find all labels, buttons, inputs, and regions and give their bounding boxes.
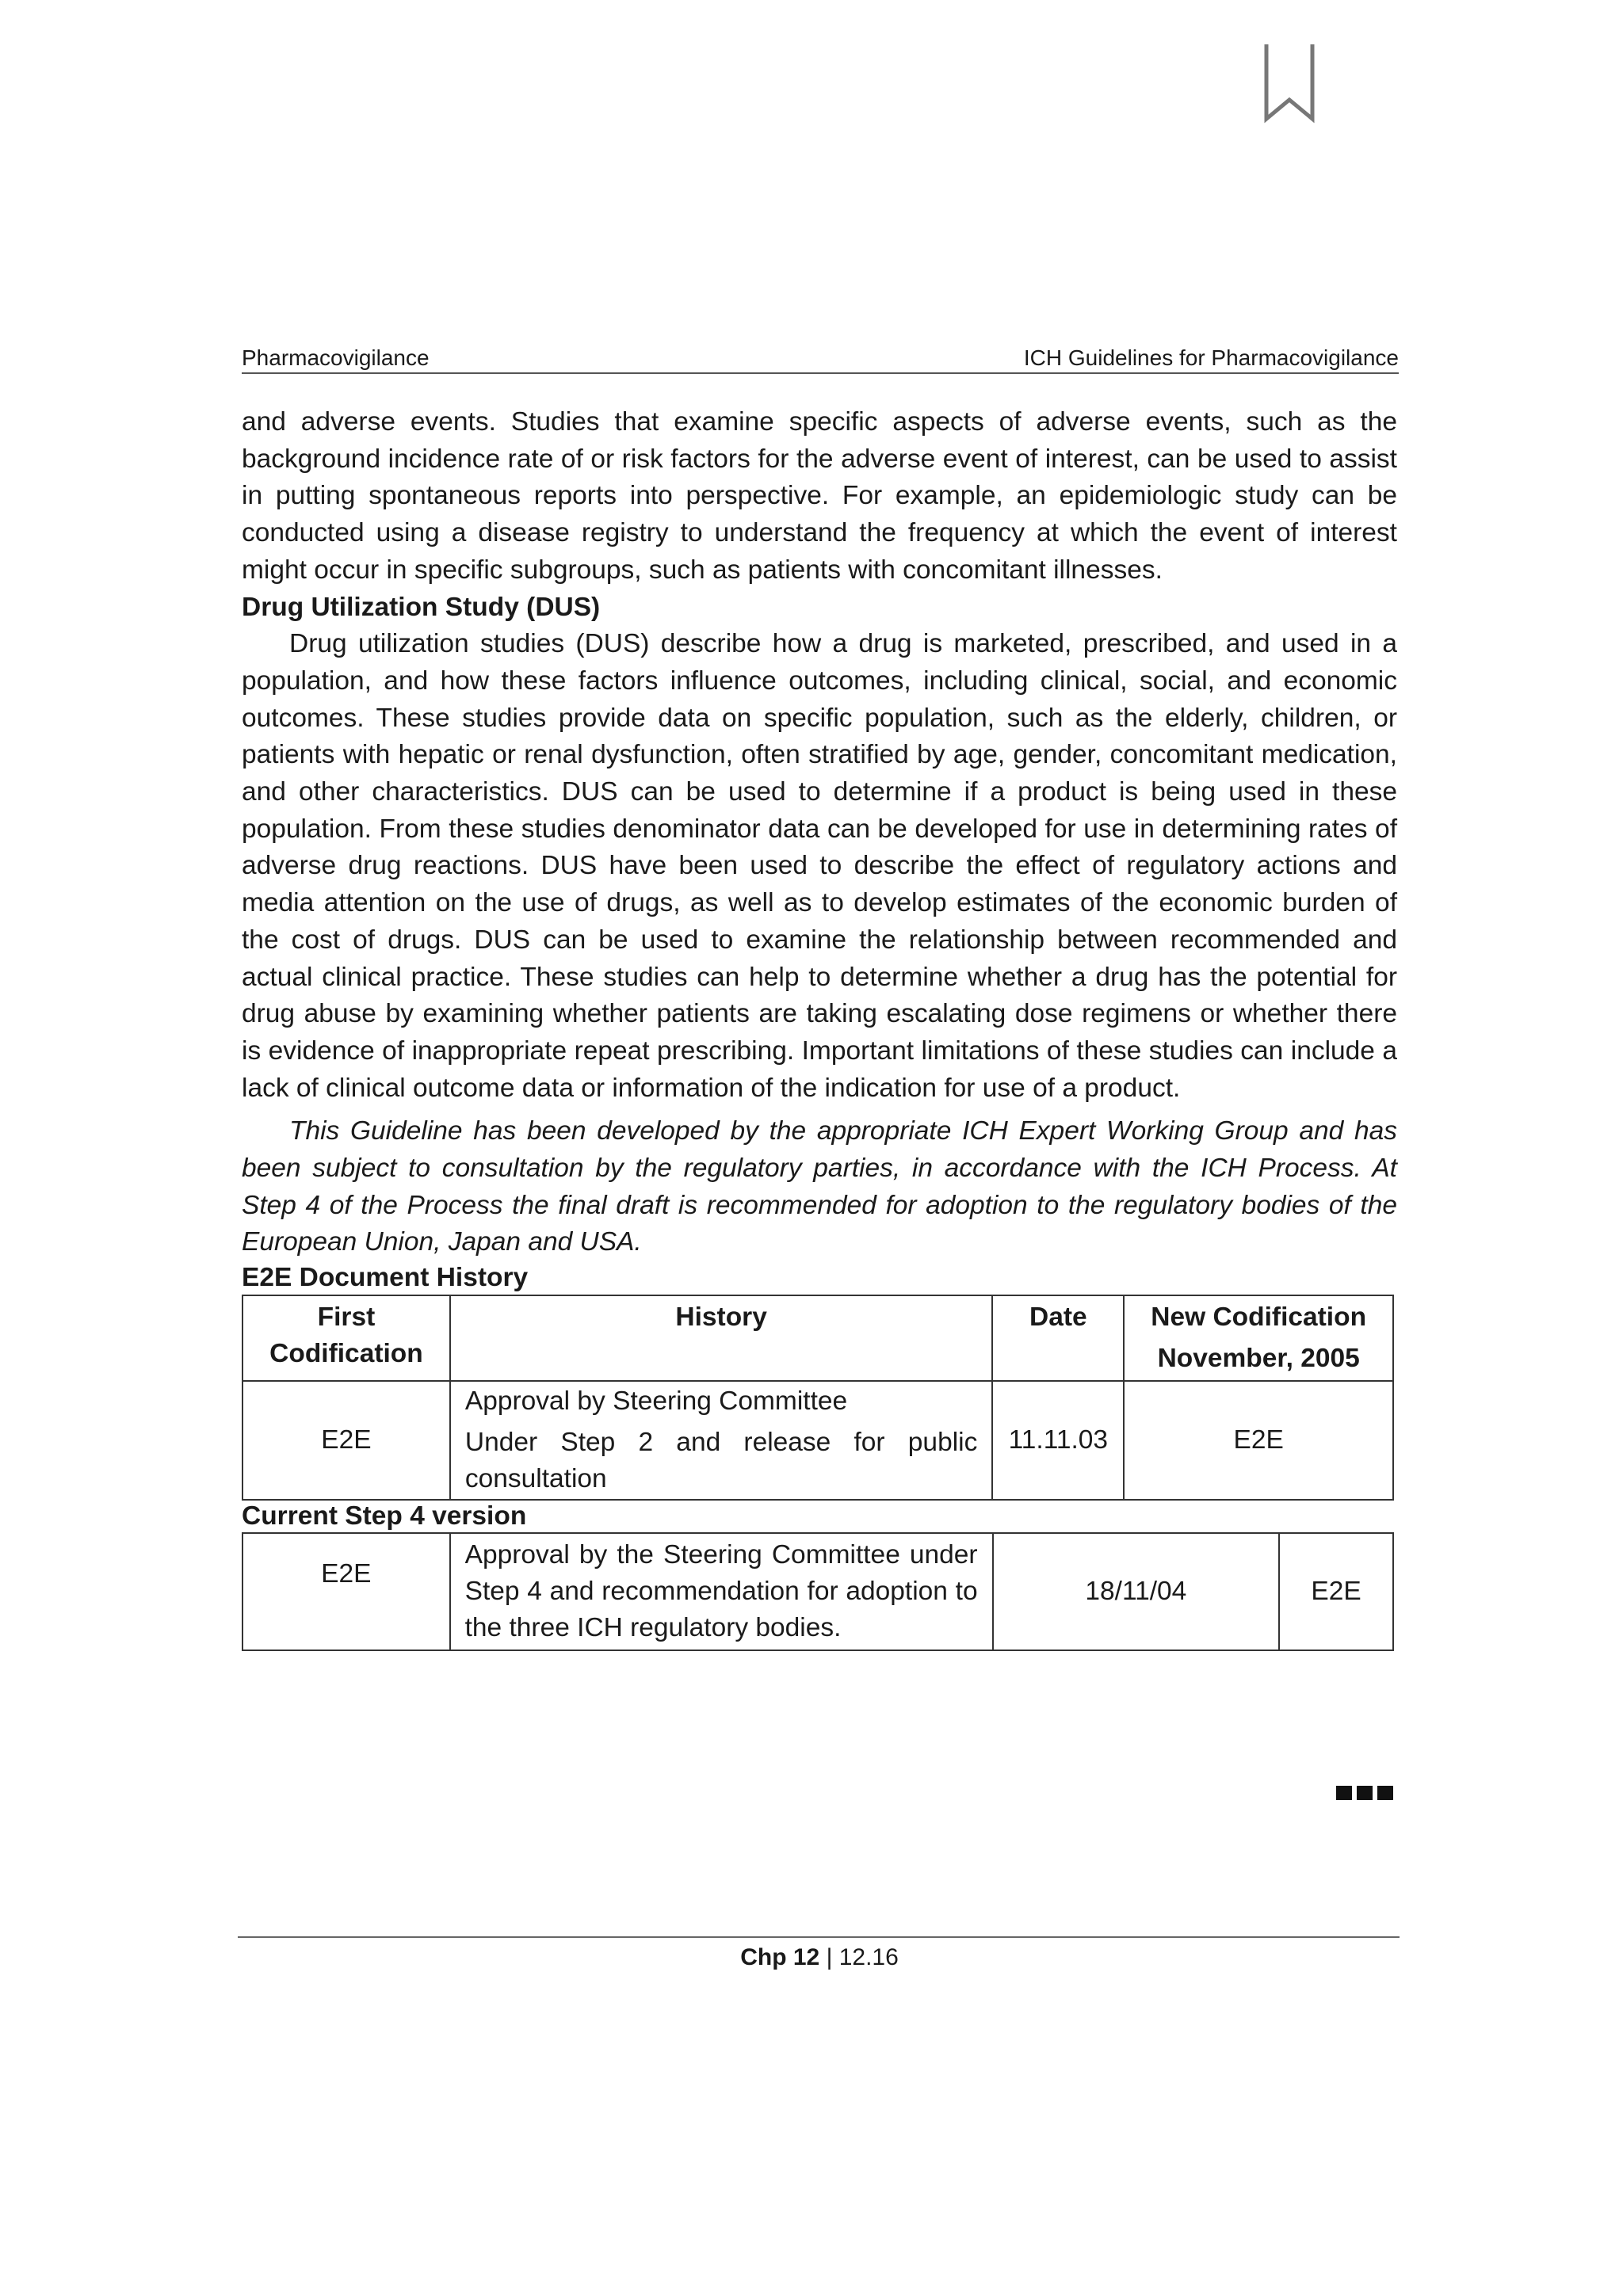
col-header-date: Date — [992, 1295, 1124, 1381]
publisher-logo-icon — [1262, 41, 1317, 125]
header-chapter-title: ICH Guidelines for Pharmacovigilance — [1023, 345, 1399, 370]
page-content — [242, 404, 1397, 1651]
cell-code: E2E — [242, 1533, 450, 1650]
col-header-history: History — [450, 1295, 992, 1381]
table-row — [242, 1533, 1393, 1650]
cell-code: E2E — [242, 1381, 450, 1500]
cell-history — [450, 1381, 992, 1500]
footer-chapter: Chp 12 — [740, 1944, 820, 1970]
col-header-new-codification-line1: New Codification — [1151, 1302, 1367, 1333]
current-version-table — [242, 1532, 1394, 1651]
end-mark-square — [1336, 1786, 1352, 1800]
end-of-section-mark — [1336, 1786, 1393, 1802]
table-row — [242, 1381, 1393, 1500]
paragraph-continued: and adverse events. Studies that examine specific aspects of adverse events, such as the background incidence rate of or risk factors for the adverse event of interest, can be used to assist in putting spontaneous reports into perspective. For example, an epidemiologic study can be conducted using a disease registry to understand the frequency at which the event of interest might occur in specific subgroups, such as patients with concomitant illnesses. — [242, 407, 1397, 585]
col-header-new-codification — [1124, 1295, 1393, 1381]
guideline-note: This Guideline has been developed by the appropriate ICH Expert Working Group and has been subject to consultation by the regulatory parties, in accordance with the ICH Process. At Step 4 of the Process the final draft is recommended for adoption to the regulatory bodies of the European Union, Japan and USA. — [242, 1116, 1397, 1257]
footer-page-number: 12.16 — [838, 1944, 899, 1970]
end-mark-square — [1377, 1786, 1393, 1800]
paragraph-dus: Drug utilization studies (DUS) describe how a drug is marketed, prescribed, and used in a population, and how these factors influence outcomes, including clinical, social, and economic outcomes. These studies provide data on specific population, such as the elderly, children, or patients with hepatic or renal dysfunction, often stratified by age, gender, concomitant medication, and other characteristics. DUS can be used to determine if a product is being used in these population. From these studies denominator data can be developed for use in determining rates of adverse drug reactions. DUS have been used to describe the effect of regulatory actions and media attention on the use of drugs, as well as to develop estimates of the economic burden of the cost of drugs. DUS can be used to examine the relationship between recommended and actual clinical practice. These studies can help to determine whether a drug has the potential for drug abuse by examining whether patients are taking escalating dose regimens or whether there is evidence of inappropriate repeat prescribing. Important limitations of these studies can include a lack of clinical outcome data or information of the indication for use of a product. — [242, 629, 1397, 1103]
history-table — [242, 1295, 1394, 1501]
col-header-first-codification: First Codification — [242, 1295, 450, 1381]
history-table-title: E2E Document History — [242, 1263, 529, 1293]
end-mark-square — [1357, 1786, 1373, 1800]
cell-new-code: E2E — [1124, 1381, 1393, 1500]
cell-history: Approval by the Steering Committee under Step 4 and recommendation for adoption to the three ICH regulatory bodies. — [450, 1533, 993, 1650]
table-header-row — [242, 1295, 1393, 1381]
footer-rule — [238, 1936, 1400, 1938]
cell-history-line1: Approval by Steering Committee — [464, 1386, 848, 1417]
section-heading-dus: Drug Utilization Study (DUS) — [242, 592, 601, 622]
header-section-title: Pharmacovigilance — [242, 345, 430, 370]
current-version-title: Current Step 4 version — [242, 1501, 527, 1531]
footer-separator: | — [826, 1944, 833, 1970]
cell-new-code: E2E — [1279, 1533, 1393, 1650]
cell-date: 11.11.03 — [992, 1381, 1124, 1500]
page-footer — [0, 1941, 1623, 1974]
running-header — [242, 341, 1399, 374]
cell-date: 18/11/04 — [993, 1533, 1280, 1650]
col-header-new-codification-line2: November, 2005 — [1157, 1344, 1360, 1374]
cell-history-line2: Under Step 2 and release for public consultation — [464, 1428, 978, 1494]
